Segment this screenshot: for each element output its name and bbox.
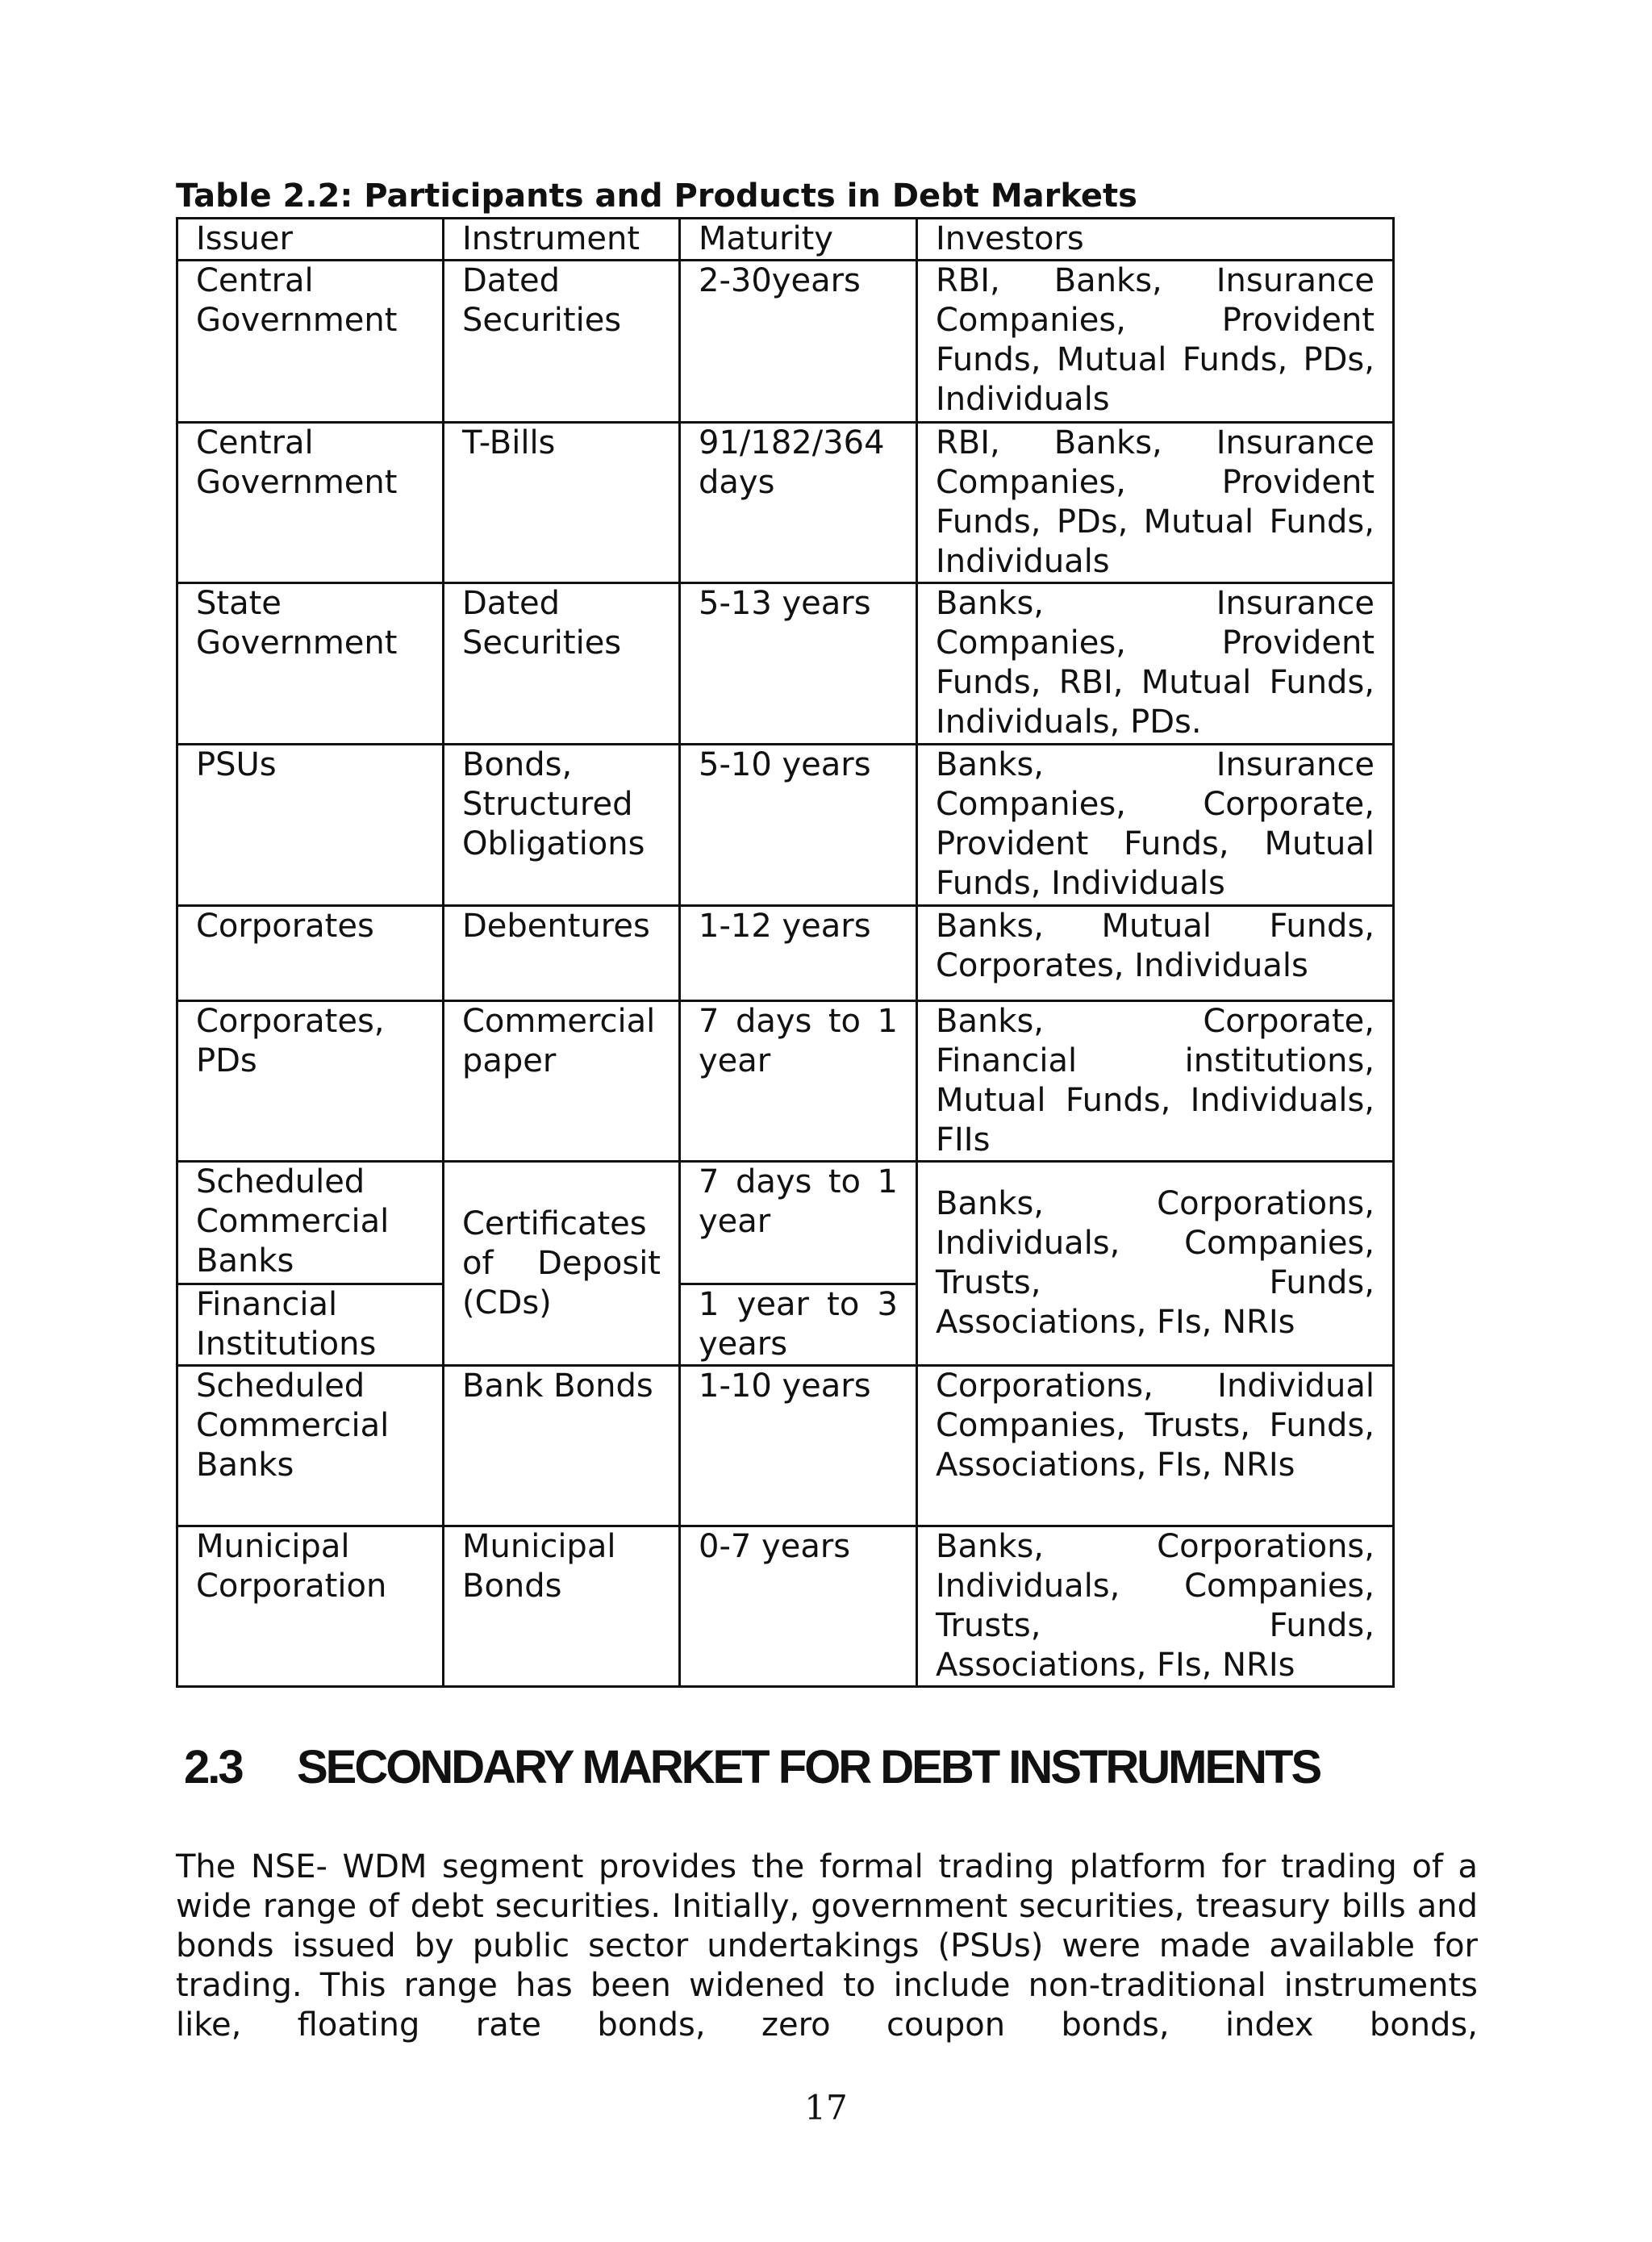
section-title: SECONDARY MARKET FOR DEBT INSTRUMENTS	[297, 1741, 1320, 1793]
table-row	[177, 1526, 1394, 1687]
maturity-cell: 1-12 years	[680, 906, 917, 1001]
table-row	[177, 745, 1394, 906]
issuer-cell: Central Government	[177, 261, 444, 423]
table-row	[177, 261, 1394, 423]
instrument-cell: Dated Securities	[444, 261, 680, 423]
cd-instrument-cell: Certificates of Deposit (CDs)	[444, 1162, 680, 1366]
investors-cell: Corporations, Individual Companies, Trusts, Funds, Associations, FIs, NRIs	[917, 1366, 1394, 1526]
cd-investors-cell: Banks, Corporations, Individuals, Companies, Trusts, Funds, Associations, FIs, NRIs	[917, 1162, 1394, 1366]
issuer-cell: State Government	[177, 583, 444, 745]
table-row	[177, 1001, 1394, 1162]
table-row	[177, 423, 1394, 583]
maturity-cell: 1-10 years	[680, 1366, 917, 1526]
table-row	[177, 1366, 1394, 1526]
instrument-cell: Debentures	[444, 906, 680, 1001]
instrument-cell: Bonds, Structured Obligations	[444, 745, 680, 906]
header-instrument: Instrument	[444, 219, 680, 261]
section-heading	[184, 1739, 1320, 1797]
debt-markets-table	[176, 217, 1395, 1688]
issuer-cell: Financial Institutions	[177, 1284, 444, 1366]
maturity-cell: 1 year to 3 years	[680, 1284, 917, 1366]
investors-cell: Banks, Insurance Companies, Corporate, Provident Funds, Mutual Funds, Individuals	[917, 745, 1394, 906]
maturity-cell: 5-13 years	[680, 583, 917, 745]
investors-cell: Banks, Corporate, Financial institutions, Mutual Funds, Individuals, FIIs	[917, 1001, 1394, 1162]
maturity-cell: 7 days to 1 year	[680, 1162, 917, 1284]
table-header-row	[177, 219, 1394, 261]
header-maturity: Maturity	[680, 219, 917, 261]
section-number: 2.3	[184, 1741, 242, 1793]
header-investors: Investors	[917, 219, 1394, 261]
instrument-cell: Bank Bonds	[444, 1366, 680, 1526]
issuer-cell: Central Government	[177, 423, 444, 583]
maturity-cell: 2-30years	[680, 261, 917, 423]
investors-cell: Banks, Corporations, Individuals, Companies, Trusts, Funds, Associations, FIs, NRIs	[917, 1526, 1394, 1687]
body-paragraph: The NSE- WDM segment provides the formal trading platform for trading of a wide range of debt securities. Initially, government securities, treasury bills and bonds issued by public sector undertakings (PSUs) were made available for trading. This range has been widened to include non-traditional instruments like, floating rate bonds, zero coupon bonds, index bonds,	[176, 1848, 1478, 2044]
investors-cell: RBI, Banks, Insurance Companies, Provident Funds, Mutual Funds, PDs, Individuals	[917, 261, 1394, 423]
issuer-cell: Scheduled Commercial Banks	[177, 1162, 444, 1284]
table-row	[177, 1162, 1394, 1284]
investors-cell: Banks, Mutual Funds, Corporates, Individuals	[917, 906, 1394, 1001]
maturity-cell: 7 days to 1 year	[680, 1001, 917, 1162]
issuer-cell: Corporates	[177, 906, 444, 1001]
maturity-cell: 5-10 years	[680, 745, 917, 906]
table-row	[177, 583, 1394, 745]
issuer-cell: Scheduled Commercial Banks	[177, 1366, 444, 1526]
instrument-cell: Municipal Bonds	[444, 1526, 680, 1687]
instrument-cell: Dated Securities	[444, 583, 680, 745]
issuer-cell: Municipal Corporation	[177, 1526, 444, 1687]
investors-cell: Banks, Insurance Companies, Provident Funds, RBI, Mutual Funds, Individuals, PDs.	[917, 583, 1394, 745]
instrument-cell: T-Bills	[444, 423, 680, 583]
header-issuer: Issuer	[177, 219, 444, 261]
investors-cell: RBI, Banks, Insurance Companies, Provident Funds, PDs, Mutual Funds, Individuals	[917, 423, 1394, 583]
table-caption: Table 2.2: Participants and Products in Debt Markets	[176, 177, 1137, 215]
maturity-cell: 91/182/364 days	[680, 423, 917, 583]
issuer-cell: Corporates, PDs	[177, 1001, 444, 1162]
table-row	[177, 906, 1394, 1001]
maturity-cell: 0-7 years	[680, 1526, 917, 1687]
instrument-cell: Commercial paper	[444, 1001, 680, 1162]
page-number: 17	[804, 2088, 848, 2127]
issuer-cell: PSUs	[177, 745, 444, 906]
